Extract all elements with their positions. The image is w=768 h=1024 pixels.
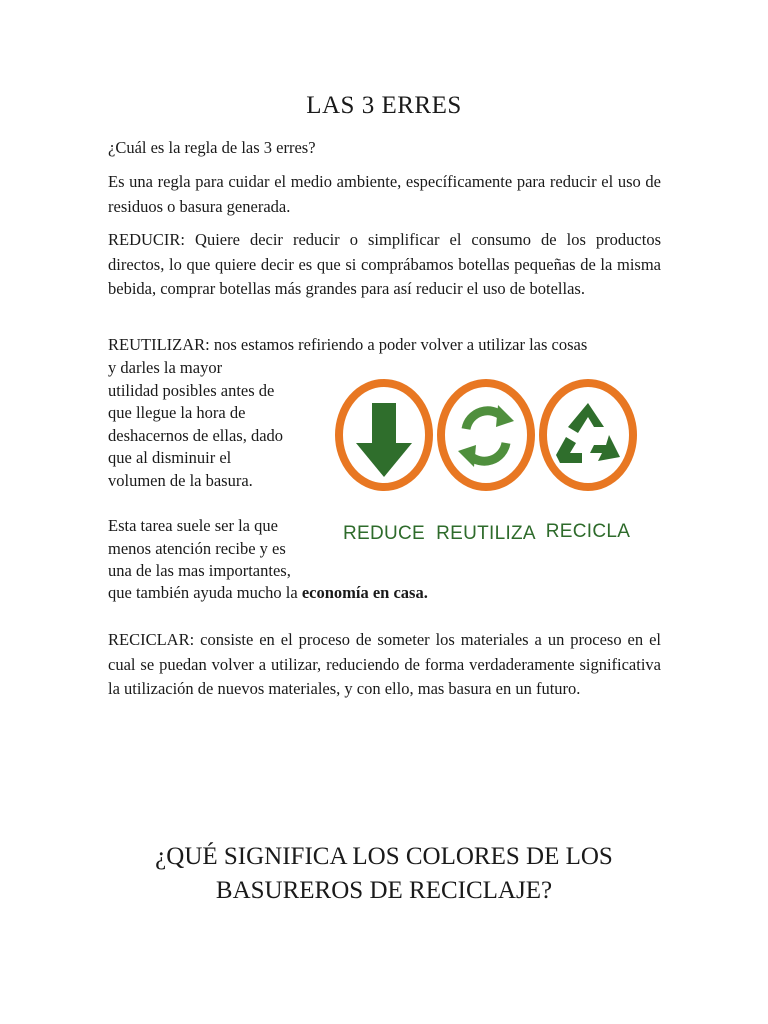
- economia-prefix: que también ayuda mucho la: [108, 583, 302, 602]
- subtitle-line: BASUREROS DE RECICLAJE?: [215, 877, 553, 904]
- reutiliza-label: REUTILIZA: [436, 523, 536, 544]
- reutilizar-line: volumen de la basura.: [108, 470, 253, 490]
- task-line: una de las mas importantes,: [108, 561, 291, 580]
- reciclar-paragraph: RECICLAR: consiste en el proceso de someter los materiales a un proceso en el cual se puedan volver a utilizar, reduciendo de forma verdaderamente significativa la utilización de nuevos materiales, y con ello, mas basura en un futuro.: [108, 630, 661, 698]
- reutilizar-column-text: [108, 357, 323, 492]
- subtitle-line: ¿QUÉ SIGNIFICA LOS COLORES DE LOS: [155, 843, 613, 870]
- three-r-graphic: [328, 365, 648, 570]
- reutilizar-first-line: REUTILIZAR: nos estamos refiriendo a poder volver a utilizar las cosas: [108, 335, 588, 354]
- reutilizar-line: que llegue la hora de: [108, 403, 246, 422]
- task-line: menos atención recibe y es: [108, 538, 286, 558]
- section-subtitle: [0, 840, 768, 908]
- reducir-paragraph: REDUCIR: Quiere decir reducir o simplificar el consumo de los productos directos, lo que quiere decir es que si comprábamos botellas pequeñas de la misma bebida, comprar botellas más grandes para así reducir el uso de botellas.: [108, 230, 661, 298]
- task-line: Esta tarea suele ser la que: [108, 516, 278, 535]
- task-column-text: [108, 515, 323, 583]
- reutiliza-badge: [441, 383, 531, 487]
- page-title: LAS 3 ERRES: [306, 92, 462, 119]
- recicla-label: RECICLA: [545, 521, 631, 542]
- reutilizar-line: deshacernos de ellas, dado: [108, 425, 284, 445]
- intro-paragraph: Es una regla para cuidar el medio ambiente, específicamente para reducir el uso de residuos o basura generada.: [108, 172, 661, 216]
- reutilizar-line: que al disminuir el: [108, 448, 232, 467]
- reutilizar-line: utilidad posibles antes de: [108, 380, 275, 400]
- reduce-badge: [339, 383, 429, 487]
- question-text: ¿Cuál es la regla de las 3 erres?: [108, 138, 316, 157]
- recicla-badge: [543, 383, 633, 487]
- economia-bold: economía en casa.: [301, 583, 428, 602]
- reutilizar-line: y darles la mayor: [108, 358, 223, 377]
- reduce-label: REDUCE: [342, 523, 426, 544]
- economia-line: [108, 583, 428, 603]
